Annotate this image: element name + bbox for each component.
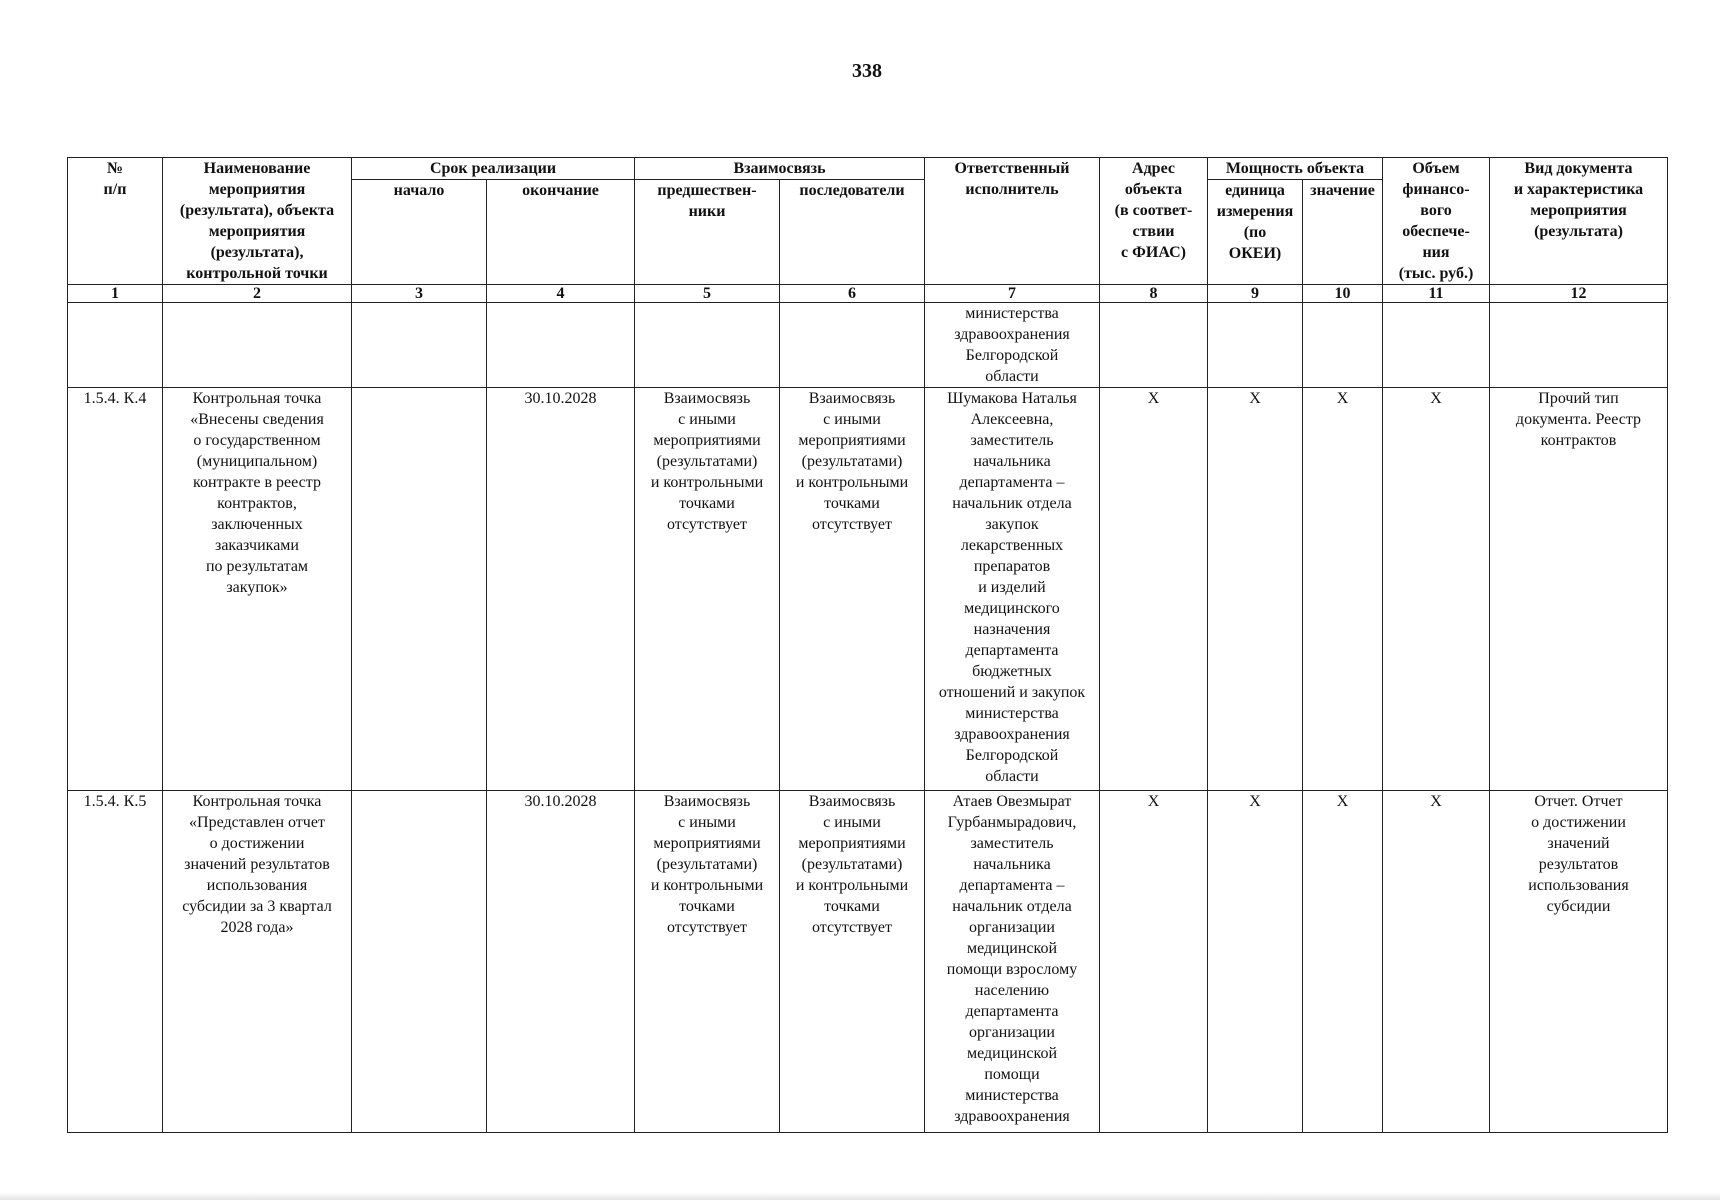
column-number: 11 [1383, 285, 1490, 303]
cell-end: 30.10.2028 [487, 388, 635, 791]
column-number: 3 [352, 285, 487, 303]
column-number: 10 [1303, 285, 1383, 303]
column-number: 12 [1490, 285, 1668, 303]
plan-table [67, 157, 1668, 1133]
cell-predecessors [635, 303, 780, 388]
cell-finance: X [1383, 791, 1490, 1133]
cell-successors [780, 303, 925, 388]
header-capacity-group: Мощность объекта [1208, 158, 1383, 180]
cell-responsible: министерства здравоохранения Белгородской области [925, 303, 1100, 388]
header-num: № п/п [68, 158, 163, 285]
cell-document [1490, 303, 1668, 388]
column-number: 9 [1208, 285, 1303, 303]
cell-name: Контрольная точка «Внесены сведения о государственном (муниципальном) контракте в реестр контрактов, заключенных заказчиками по результатам закупок» [163, 388, 352, 791]
header-value: значение [1303, 180, 1383, 285]
cell-responsible: Атаев Овезмырат Гурбанмырадович, заместитель начальника департамента – начальник отдела организации медицинской помощи взрослому населению департамента организации медицинской помощи министерства здравоохранения [925, 791, 1100, 1133]
cell-num [68, 303, 163, 388]
column-number: 8 [1100, 285, 1208, 303]
header-name: Наименование мероприятия (результата), объекта мероприятия (результата), контрольной точки [163, 158, 352, 285]
cell-value: X [1303, 791, 1383, 1133]
table-row [68, 791, 1668, 1133]
column-number: 5 [635, 285, 780, 303]
cell-end [487, 303, 635, 388]
header-link-group: Взаимосвязь [635, 158, 925, 180]
cell-unit: X [1208, 388, 1303, 791]
header-unit: единица измерения (по ОКЕИ) [1208, 180, 1303, 285]
cell-end: 30.10.2028 [487, 791, 635, 1133]
header-document: Вид документа и характеристика мероприятия (результата) [1490, 158, 1668, 285]
cell-responsible: Шумакова Наталья Алексеевна, заместитель начальника департамента – начальник отдела закупок лекарственных препаратов и изделий медицинского назначения департамента бюджетных отношений и закупок министерства здравоохранения Белгородской области [925, 388, 1100, 791]
cell-successors: Взаимосвязь с иными мероприятиями (результатами) и контрольными точками отсутствует [780, 388, 925, 791]
cell-num: 1.5.4. К.4 [68, 388, 163, 791]
cell-finance: X [1383, 388, 1490, 791]
cell-value: X [1303, 388, 1383, 791]
cell-address: X [1100, 388, 1208, 791]
cell-finance [1383, 303, 1490, 388]
cell-document: Прочий тип документа. Реестр контрактов [1490, 388, 1668, 791]
header-address: Адрес объекта (в соответ- ствии с ФИАС) [1100, 158, 1208, 285]
header-start: начало [352, 180, 487, 285]
table-row [68, 303, 1668, 388]
column-number: 1 [68, 285, 163, 303]
header-predecessors: предшествен- ники [635, 180, 780, 285]
cell-name [163, 303, 352, 388]
cell-address: X [1100, 791, 1208, 1133]
cell-start [352, 791, 487, 1133]
cell-num: 1.5.4. К.5 [68, 791, 163, 1133]
column-number: 4 [487, 285, 635, 303]
column-number: 7 [925, 285, 1100, 303]
cell-start [352, 303, 487, 388]
header-successors: последователи [780, 180, 925, 285]
table-row [68, 388, 1668, 791]
cell-predecessors: Взаимосвязь с иными мероприятиями (результатами) и контрольными точками отсутствует [635, 388, 780, 791]
header-end: окончание [487, 180, 635, 285]
cell-name: Контрольная точка «Представлен отчет о достижении значений результатов использования субсидии за 3 квартал 2028 года» [163, 791, 352, 1133]
column-number: 2 [163, 285, 352, 303]
cell-unit [1208, 303, 1303, 388]
header-responsible: Ответственный исполнитель [925, 158, 1100, 285]
cell-value [1303, 303, 1383, 388]
cell-predecessors: Взаимосвязь с иными мероприятиями (результатами) и контрольными точками отсутствует [635, 791, 780, 1133]
cell-successors: Взаимосвязь с иными мероприятиями (результатами) и контрольными точками отсутствует [780, 791, 925, 1133]
cell-start [352, 388, 487, 791]
column-number: 6 [780, 285, 925, 303]
scan-bottom-edge [0, 1192, 1720, 1200]
header-finance: Объем финансо- вого обеспече- ния (тыс. руб.) [1383, 158, 1490, 285]
header-term-group: Срок реализации [352, 158, 635, 180]
cell-document: Отчет. Отчет о достижении значений результатов использования субсидии [1490, 791, 1668, 1133]
cell-address [1100, 303, 1208, 388]
page-number: 338 [852, 60, 882, 82]
cell-unit: X [1208, 791, 1303, 1133]
